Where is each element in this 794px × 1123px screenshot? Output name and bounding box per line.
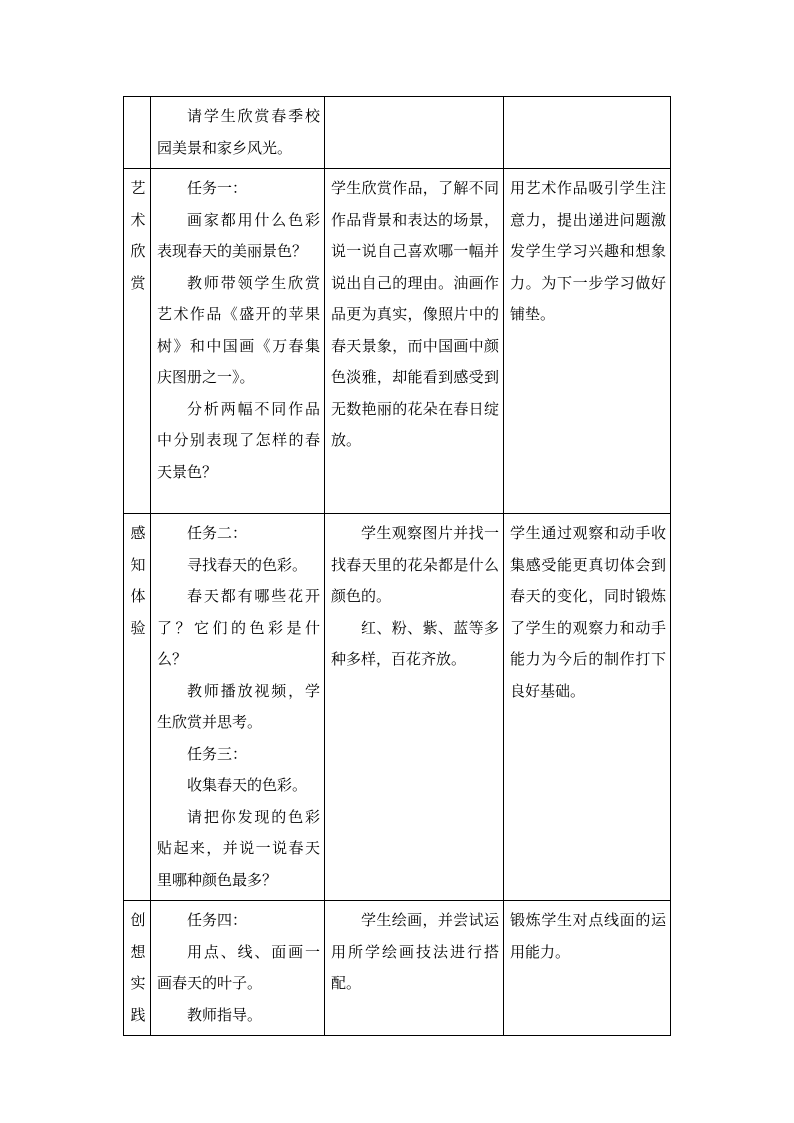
- student-activity-cell: [325, 514, 504, 901]
- table-row: [124, 97, 671, 169]
- stage-char: 艺: [130, 179, 146, 197]
- stage-char: 欣: [130, 242, 146, 260]
- paragraph: 教师播放视频，学生欣赏并思考。: [157, 681, 320, 731]
- paragraph: 春天都有哪些花开了？它们的色彩是什么？: [157, 587, 320, 668]
- paragraph: 红、粉、紫、蓝等多种多样，百花齐放。: [331, 618, 499, 668]
- design-intent-cell: [504, 97, 671, 169]
- paragraph: 锻炼学生对点线面的运用能力。: [510, 911, 666, 961]
- paragraph: 用点、线、面画一画春天的叶子。: [157, 942, 320, 992]
- stage-char: 感: [130, 524, 146, 542]
- teacher-activity-cell: [151, 901, 325, 1036]
- table-row: [124, 901, 671, 1036]
- paragraph: 收集春天的色彩。: [187, 776, 308, 794]
- stage-char: 践: [130, 1005, 146, 1024]
- stage-char: 验: [130, 618, 146, 637]
- teacher-activity-cell: [151, 169, 325, 514]
- paragraph: 请把你发现的色彩贴起来，并说一说春天里哪种颜色最多？: [157, 807, 320, 889]
- paragraph: 学生通过观察和动手收集感受能更真切体会到春天的变化，同时锻炼了学生的观察力和动手能力为今后的制作打下良好基础。: [510, 524, 666, 700]
- task-heading: 任务三：: [187, 744, 248, 763]
- stage-char: 知: [130, 555, 146, 574]
- lesson-plan-table: [123, 96, 671, 1036]
- stage-cell-perception: [124, 514, 151, 901]
- stage-cell: [124, 97, 151, 169]
- paragraph: 画家都用什么色彩表现春天的美丽景色？: [157, 210, 320, 260]
- paragraph: 学生观察图片并找一找春天里的花朵都是什么颜色的。: [331, 524, 499, 605]
- task-heading: 任务二：: [187, 524, 248, 542]
- teacher-activity-cell: [151, 97, 325, 169]
- paragraph: 教师指导。: [187, 1005, 263, 1024]
- task-heading: 任务四：: [187, 911, 248, 929]
- student-activity-cell: [325, 97, 504, 169]
- task-heading: 任务一：: [187, 179, 248, 197]
- stage-char: 实: [130, 974, 146, 992]
- paragraph: 学生欣赏作品，了解不同作品背景和表达的场景，说一说自己喜欢哪一幅并说出自己的理由。油画作品更为真实，像照片中的春天景象，而中国画中颜色淡雅，却能看到感受到无数艳丽的花朵在春日绽放。: [331, 179, 499, 449]
- design-intent-cell: [504, 169, 671, 514]
- paragraph: 用艺术作品吸引学生注意力，提出递进问题激发学生学习兴趣和想象力。为下一步学习做好铺垫。: [510, 179, 666, 323]
- stage-char: 术: [130, 210, 146, 229]
- student-activity-cell: [325, 169, 504, 514]
- design-intent-cell: [504, 901, 671, 1036]
- paragraph: 教师带领学生欣赏艺术作品《盛开的苹果树》和中国画《万春集庆图册之一》。: [157, 273, 320, 386]
- paragraph: 分析两幅不同作品中分别表现了怎样的春天景色？: [157, 399, 320, 481]
- table-row: [124, 514, 671, 901]
- paragraph: 寻找春天的色彩。: [187, 555, 308, 574]
- stage-char: 赏: [130, 273, 146, 292]
- design-intent-cell: [504, 514, 671, 901]
- paragraph: 请学生欣赏春季校园美景和家乡风光。: [157, 107, 320, 157]
- stage-char: 创: [130, 911, 146, 929]
- teacher-activity-cell: [151, 514, 325, 901]
- stage-char: 体: [130, 587, 146, 605]
- stage-char: 想: [130, 942, 146, 961]
- table-row: [124, 169, 671, 514]
- student-activity-cell: [325, 901, 504, 1036]
- paragraph: 学生绘画，并尝试运用所学绘画技法进行搭配。: [331, 911, 499, 992]
- stage-cell-creative-practice: [124, 901, 151, 1036]
- stage-cell-art-appreciation: [124, 169, 151, 514]
